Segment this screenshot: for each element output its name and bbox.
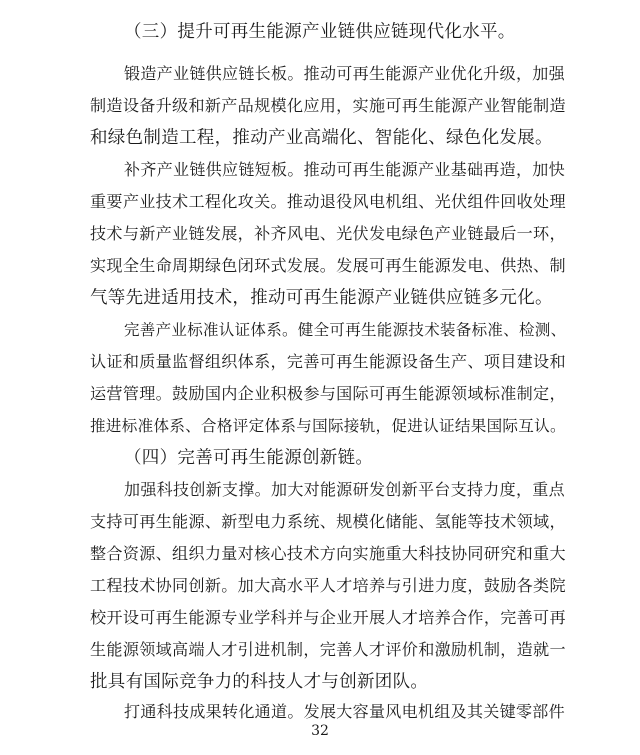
paragraph-line: 支持可再生能源、新型电力系统、规模化储能、氢能等技术领域， (90, 512, 566, 531)
paragraph-line: 打通科技成果转化通道。发展大容量风电机组及其关键零部件 (124, 702, 565, 721)
paragraph-line: 生能源领域高端人才引进机制，完善人才评价和激励机制，造就一 (90, 640, 566, 659)
section-heading-4: （四）完善可再生能源创新链。 (124, 448, 374, 468)
paragraph-line: 工程技术协同创新。加大高水平人才培养与引进力度，鼓励各类院 (90, 576, 566, 595)
paragraph-line: 和绿色制造工程，推动产业高端化、智能化、绿色化发展。 (90, 128, 553, 148)
paragraph-line: 校开设可再生能源专业学科并与企业开展人才培养合作，完善可再 (90, 608, 566, 627)
page-number: 32 (311, 723, 329, 739)
paragraph-line: 推进标准体系、合格评定体系与国际接轨，促进认证结果国际互认。 (90, 417, 566, 435)
section-heading-3: （三）提升可再生能源产业链供应链现代化水平。 (124, 22, 516, 42)
paragraph-line: 重要产业技术工程化攻关。推动退役风电机组、光伏组件回收处理 (90, 192, 566, 211)
paragraph-line: 运营管理。鼓励国内企业积极参与国际可再生能源领域标准制定， (90, 384, 566, 403)
paragraph-line: 补齐产业链供应链短板。推动可再生能源产业基础再造，加快 (124, 160, 565, 179)
paragraph-line: 批具有国际竞争力的科技人才与创新团队。 (90, 672, 429, 692)
paragraph-line: 实现全生命周期绿色闭环式发展。发展可再生能源发电、供热、制 (90, 256, 566, 275)
paragraph-line: 技术与新产业链发展，补齐风电、光伏发电绿色产业链最后一环， (90, 224, 566, 243)
paragraph-line: 完善产业标准认证体系。健全可再生能源技术装备标准、检测、 (124, 321, 567, 339)
paragraph-line: 锻造产业链供应链长板。推动可再生能源产业优化升级，加强 (124, 64, 565, 83)
paragraph-line: 认证和质量监督组织体系，完善可再生能源设备生产、项目建设和 (90, 352, 566, 371)
paragraph-line: 制造设备升级和新产品规模化应用，实施可再生能源产业智能制造 (90, 96, 566, 115)
paragraph-line: 气等先进适用技术，推动可再生能源产业链供应链多元化。 (90, 288, 553, 308)
paragraph-line: 整合资源、组织力量对核心技术方向实施重大科技协同研究和重大 (90, 544, 566, 563)
paragraph-line: 加强科技创新支撑。加大对能源研发创新平台支持力度，重点 (124, 480, 565, 499)
